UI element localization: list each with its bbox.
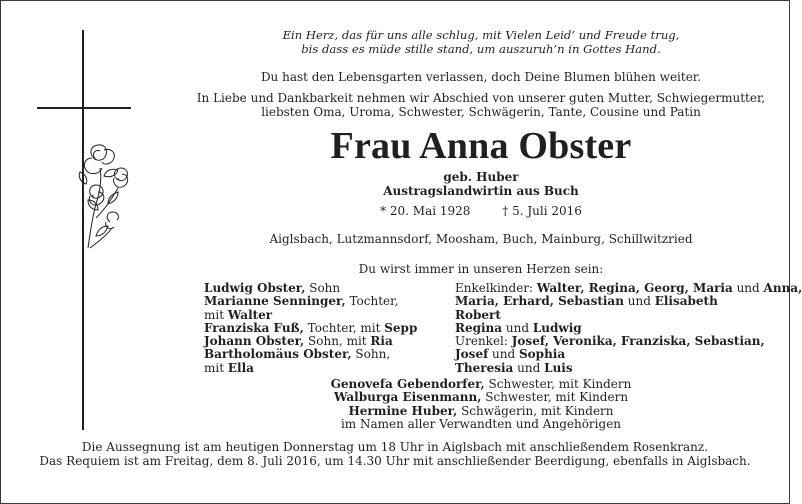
mourners-right-column bbox=[455, 281, 802, 375]
intro-text: Du hast den Lebensgarten verlassen, doch Deine Blumen blühen weiter. bbox=[260, 70, 702, 84]
farewell-text bbox=[190, 91, 772, 119]
death-date: † 5. Juli 2016 bbox=[502, 204, 582, 218]
occupation: Austragslandwirtin aus Buch bbox=[383, 184, 579, 198]
great-grandchildren-line: Urenkel: Josef, Veronika, Franziska, Sebastian, bbox=[455, 334, 765, 349]
cross-vertical-beam bbox=[82, 30, 84, 430]
mourner-line: Franziska Fuß, Tochter, mit Sepp bbox=[204, 320, 418, 335]
life-dates bbox=[190, 204, 772, 218]
grandchildren-line: Enkelkinder: Walter, Regina, Georg, Maria und Anna, bbox=[455, 281, 802, 295]
mourner-line: Johann Obster, Sohn, mit Ria bbox=[204, 334, 393, 349]
cross-horizontal-beam bbox=[37, 107, 131, 109]
roses-icon bbox=[79, 145, 127, 248]
service-line-2: Das Requiem ist am Freitag, dem 8. Juli 2016, um 14.30 Uhr mit anschließender Beerdigung, ebenfalls in Aiglsbach. bbox=[39, 454, 751, 468]
mourner-line: mit Walter bbox=[204, 307, 273, 322]
birth-date: * 20. Mai 1928 bbox=[380, 204, 471, 218]
relative-line: Hermine Huber, Schwägerin, mit Kindern bbox=[348, 403, 614, 418]
places-line: Aiglsbach, Lutzmannsdorf, Moosham, Buch, Mainburg, Schillwitzried bbox=[269, 232, 693, 246]
mourner-line: Bartholomäus Obster, Sohn, bbox=[204, 347, 391, 362]
farewell-line-1: In Liebe und Dankbarkeit nehmen wir Abschied von unserer guten Mutter, Schwiegermutter, bbox=[196, 91, 766, 105]
relative-line: im Namen aller Verwandten und Angehörigen bbox=[340, 416, 622, 431]
grandchildren-line: Robert bbox=[455, 307, 501, 322]
service-line-1: Die Aussegnung ist am heutigen Donnerstag um 18 Uhr in Aiglsbach mit anschließendem Rosenkranz. bbox=[81, 440, 709, 454]
great-grandchildren-line: Josef und Sophia bbox=[455, 347, 566, 362]
verse-line-2: bis dass es müde stille stand, um auszuruh’n in Gottes Hand. bbox=[301, 42, 661, 56]
mourner-line: Marianne Senninger, Tochter, bbox=[204, 294, 399, 309]
mourner-line: Ludwig Obster, Sohn bbox=[204, 281, 341, 295]
verse-line-1: Ein Herz, das für uns alle schlug, mit Vielen Leid’ und Freude trug, bbox=[282, 28, 680, 42]
relative-line: Genovefa Gebendorfer, Schwester, mit Kindern bbox=[330, 377, 632, 391]
relative-line: Walburga Eisenmann, Schwester, mit Kindern bbox=[333, 390, 629, 405]
deceased-name: Frau Anna Obster bbox=[330, 125, 632, 167]
grandchildren-line: Regina und Ludwig bbox=[455, 320, 582, 335]
cross-with-roses-icon bbox=[0, 0, 190, 504]
maiden-name: geb. Huber bbox=[443, 170, 519, 184]
farewell-line-2: liebsten Oma, Uroma, Schwester, Schwägerin, Tante, Cousine und Patin bbox=[261, 105, 701, 119]
remembrance-line: Du wirst immer in unseren Herzen sein: bbox=[358, 262, 604, 276]
grandchildren-line: Maria, Erhard, Sebastian und Elisabeth bbox=[455, 294, 718, 309]
verse bbox=[190, 28, 772, 56]
relatives-block bbox=[190, 378, 772, 431]
great-grandchildren-line: Theresia und Luis bbox=[455, 360, 573, 375]
mourner-line: mit Ella bbox=[204, 360, 254, 375]
mourners-left-column bbox=[204, 282, 439, 375]
service-info bbox=[0, 440, 790, 468]
